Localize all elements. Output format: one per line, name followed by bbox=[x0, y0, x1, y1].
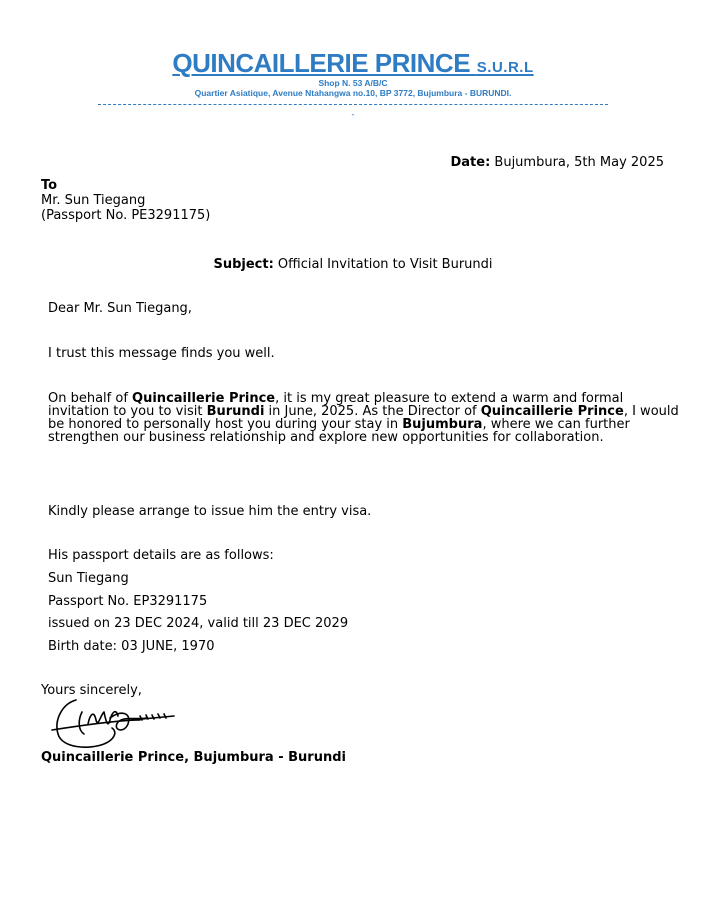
invitation-paragraph bbox=[48, 392, 688, 444]
date-label: Date: bbox=[450, 155, 491, 170]
recipient-passport: (Passport No. PE3291175) bbox=[41, 208, 211, 223]
recipient-block bbox=[41, 178, 210, 223]
city-bold: Bujumbura bbox=[402, 417, 483, 432]
letter-date bbox=[450, 155, 664, 171]
body-text: , I would be honored to personally host you during your stay in bbox=[48, 404, 679, 432]
passport-holder-name: Sun Tiegang bbox=[48, 571, 129, 586]
country-bold: Burundi bbox=[206, 404, 265, 419]
handwritten-signature bbox=[48, 690, 178, 754]
body-text: , where we can further strengthen our business relationship and explore new opportunities for collaboration. bbox=[48, 417, 630, 445]
body-text: in June, 2025. As the Director of bbox=[264, 404, 481, 419]
shop-number: Shop N. 53 A/B/C bbox=[318, 78, 388, 88]
company-name-bold: Quincaillerie Prince bbox=[132, 391, 276, 406]
birth-date: Birth date: 03 JUNE, 1970 bbox=[48, 639, 215, 654]
company-address: Quartier Asiatique, Avenue Ntahangwa no.10, BP 3772, Bujumbura - BURUNDI. bbox=[194, 88, 512, 98]
subject-value: Official Invitation to Visit Burundi bbox=[273, 257, 493, 272]
body-text: On behalf of bbox=[48, 391, 133, 406]
intro-line: I trust this message finds you well. bbox=[48, 346, 275, 361]
letter-subject bbox=[0, 257, 706, 273]
sign-off-company: Quincaillerie Prince, Bujumbura - Burundi bbox=[41, 750, 346, 765]
header-dash-mark: - bbox=[351, 110, 355, 120]
passport-number: Passport No. EP3291175 bbox=[48, 594, 208, 609]
header-divider bbox=[98, 104, 608, 105]
company-name: QUINCAILLERIE PRINCE bbox=[172, 48, 471, 78]
greeting: Dear Mr. Sun Tiegang, bbox=[48, 301, 192, 316]
company-suffix: S.U.R.L bbox=[476, 59, 534, 76]
body-text: , it is my great pleasure to extend a warm and formal invitation to you to visit bbox=[48, 391, 624, 419]
date-value: Bujumbura, 5th May 2025 bbox=[490, 155, 664, 170]
closing-salutation: Yours sincerely, bbox=[41, 683, 142, 698]
subject-label: Subject: bbox=[213, 257, 274, 272]
to-label: To bbox=[41, 178, 58, 193]
visa-request: Kindly please arrange to issue him the entry visa. bbox=[48, 504, 372, 519]
recipient-name: Mr. Sun Tiegang bbox=[41, 193, 146, 208]
passport-heading: His passport details are as follows: bbox=[48, 548, 274, 563]
passport-validity: issued on 23 DEC 2024, valid till 23 DEC 2029 bbox=[48, 616, 349, 631]
company-name-bold: Quincaillerie Prince bbox=[480, 404, 624, 419]
